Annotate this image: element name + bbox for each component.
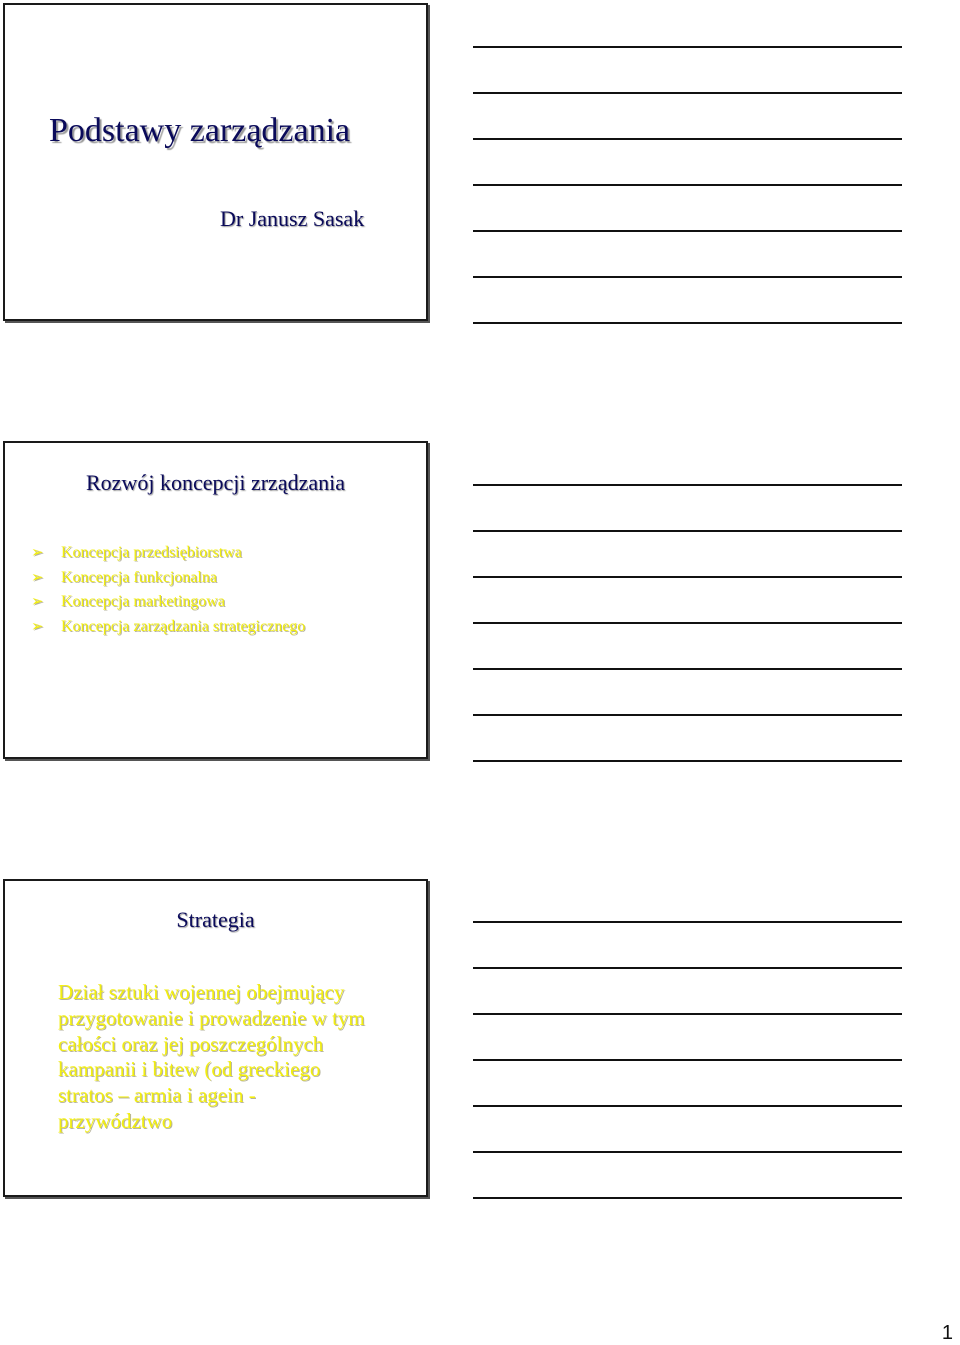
arrow-right-icon: ➢ [31,569,44,586]
bullet-text: Koncepcja marketingowa [61,593,225,610]
note-line [473,92,902,94]
slide-heading: Rozwój koncepcji zrządzania [86,470,345,495]
note-line [473,1151,902,1153]
arrow-right-icon: ➢ [31,545,44,561]
slide-2 [3,441,428,759]
notes-lines-1 [473,46,902,368]
note-line [473,322,902,324]
note-line [473,714,902,716]
body-line: przywództwo [58,1108,173,1133]
bullet-list [31,541,305,639]
arrow-right-icon: ➢ [31,594,44,610]
body-line: całości oraz jej poszczególnych [58,1031,324,1056]
page-number: 1 [941,1322,953,1344]
note-line [473,622,902,624]
body-line: kampanii i bitew (od greckiego [58,1057,321,1082]
list-item [31,590,305,615]
note-line [473,760,902,762]
notes-lines-2 [473,484,902,806]
body-line: Dział sztuki wojennej obejmujący [58,980,345,1004]
bullet-text: Koncepcja przedsiębiorstwa [61,544,242,561]
arrow-right-icon: ➢ [31,618,44,635]
slide-body [58,980,418,1135]
body-line: przygotowanie i prowadzenie w tym [58,1005,365,1030]
slide-heading: Strategia [176,907,255,932]
note-line [473,230,902,232]
list-item [31,541,305,566]
note-line [473,668,902,670]
list-item [31,566,305,591]
note-line [473,1197,902,1199]
note-line [473,576,902,578]
note-line [473,530,902,532]
note-line [473,484,902,486]
slide-3 [3,879,428,1197]
list-item [31,615,305,640]
note-line [473,1013,902,1015]
note-line [473,46,902,48]
note-line [473,276,902,278]
slide-1 [3,3,428,321]
bullet-text: Koncepcja funkcjonalna [61,568,217,586]
slide-author: Dr Janusz Sasak [220,206,365,231]
body-line: stratos – armia i agein - [58,1083,256,1108]
note-line [473,967,902,969]
note-line [473,1059,902,1061]
bullet-text: Koncepcja zarządzania strategicznego [61,617,306,635]
note-line [473,184,902,186]
notes-lines-3 [473,921,902,1243]
note-line [473,921,902,923]
slide-title: Podstawy zarządzania [49,112,351,149]
note-line [473,1105,902,1107]
note-line [473,138,902,140]
